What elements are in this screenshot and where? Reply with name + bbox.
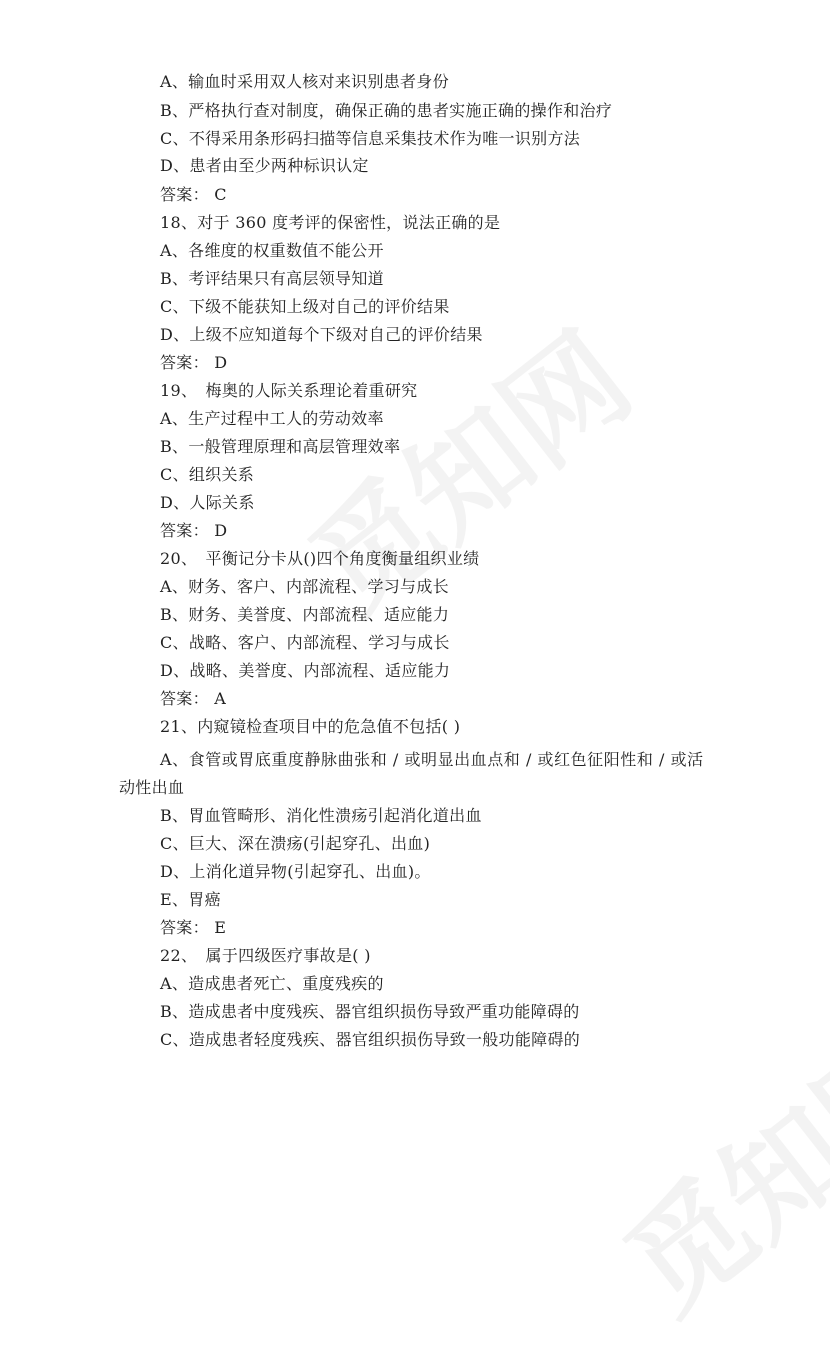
question-text: 21、内窥镜检查项目中的危急值不包括( ) [160, 717, 461, 736]
option-text: A、各维度的权重数值不能公开 [160, 241, 384, 260]
option-text: A、财务、客户、内部流程、学习与成长 [160, 577, 449, 596]
question-text: 18、对于 360 度考评的保密性，说法正确的是 [160, 213, 501, 232]
option-text: D、上消化道异物(引起穿孔、出血)。 [160, 862, 431, 881]
option-text: A、造成患者死亡、重度残疾的 [160, 974, 384, 993]
answer-text: 答案： A [160, 689, 227, 708]
option-text: B、严格执行查对制度，确保正确的患者实施正确的操作和治疗 [160, 101, 613, 120]
option-text: C、巨大、深在溃疡(引起穿孔、出血) [160, 834, 431, 853]
option-text: D、患者由至少两种标识认定 [160, 156, 369, 175]
question-text: 20、 平衡记分卡从()四个角度衡量组织业绩 [160, 549, 480, 568]
answer-text: 答案： C [160, 185, 227, 204]
option-text: E、胃癌 [160, 890, 221, 909]
option-text: A、生产过程中工人的劳动效率 [160, 409, 384, 428]
option-text: B、一般管理原理和高层管理效率 [160, 437, 401, 456]
option-text: D、战略、美誉度、内部流程、适应能力 [160, 661, 451, 680]
answer-text: 答案： E [160, 918, 227, 937]
option-text: A、食管或胃底重度静脉曲张和 / 或明显出血点和 / 或红色征阳性和 / 或活 [160, 750, 704, 769]
answer-text: 答案： D [160, 353, 228, 372]
option-text: B、造成患者中度残疾、器官组织损伤导致严重功能障碍的 [160, 1002, 580, 1021]
question-text: 22、 属于四级医疗事故是( ) [160, 946, 371, 965]
option-text-continued: 动性出血 [119, 778, 185, 797]
option-text: C、下级不能获知上级对自己的评价结果 [160, 297, 450, 316]
option-text: B、财务、美誉度、内部流程、适应能力 [160, 605, 450, 624]
option-text: D、上级不应知道每个下级对自己的评价结果 [160, 325, 483, 344]
question-text: 19、 梅奥的人际关系理论着重研究 [160, 381, 418, 400]
option-text: C、战略、客户、内部流程、学习与成长 [160, 633, 450, 652]
option-text: C、不得采用条形码扫描等信息采集技术作为唯一识别方法 [160, 129, 581, 148]
option-text: B、考评结果只有高层领导知道 [160, 269, 384, 288]
option-text: D、人际关系 [160, 493, 255, 512]
watermark [585, 987, 830, 1344]
answer-text: 答案： D [160, 521, 228, 540]
option-text: C、组织关系 [160, 465, 255, 484]
option-text: C、造成患者轻度残疾、器官组织损伤导致一般功能障碍的 [160, 1030, 581, 1049]
option-text: A、输血时采用双人核对来识别患者身份 [160, 72, 449, 91]
option-text: B、胃血管畸形、消化性溃疡引起消化道出血 [160, 806, 482, 825]
